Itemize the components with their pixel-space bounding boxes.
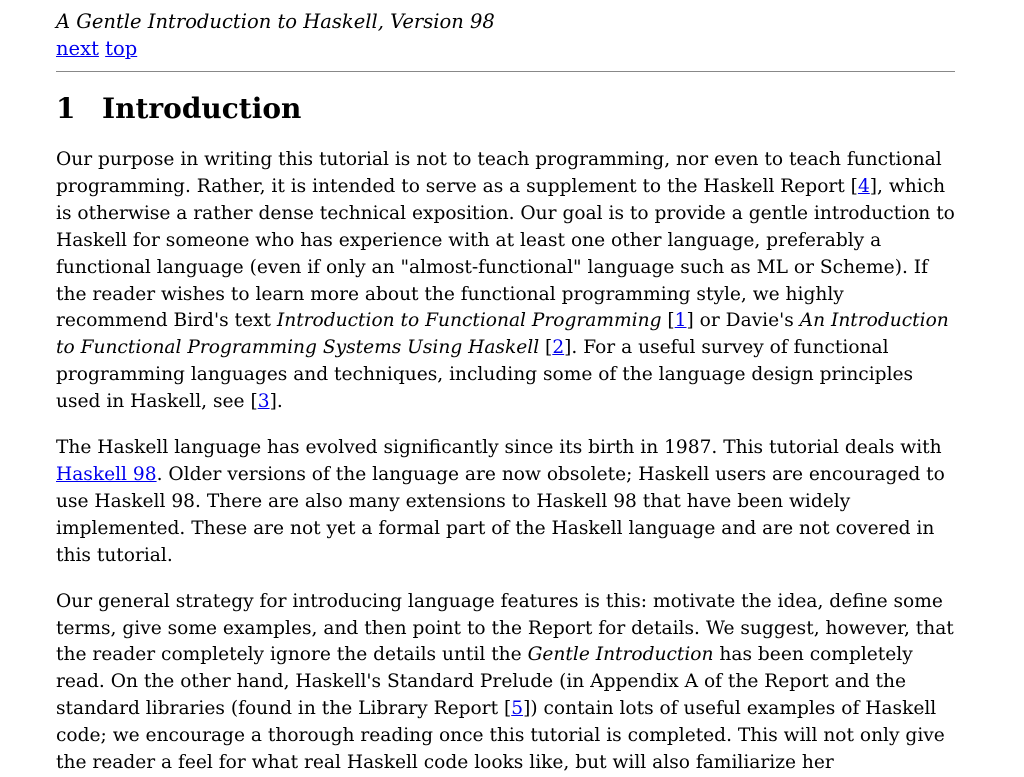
next-link[interactable]: next <box>56 37 99 60</box>
book-title-bird: Introduction to Functional Programming <box>276 310 662 332</box>
section-title: Introduction <box>102 92 302 125</box>
paragraph-2: The Haskell language has evolved significantly since its birth in 1987. This tutorial deals with Haskell 98. Older versions of the language are now obsolete; Haskell users are encouraged to use Haskell 98. There are also many extensions to Haskell 98 that have been widely implemented. These are not yet a formal part of the Haskell language and are not covered in this tutorial. <box>56 437 945 566</box>
book-title-davie: An Introduction to Functional Programming Systems Using Haskell <box>56 310 949 359</box>
haskell-98-link[interactable]: Haskell 98 <box>56 463 157 485</box>
header-divider <box>56 71 955 72</box>
document-title: A Gentle Introduction to Haskell, Version 98 <box>56 10 495 33</box>
paragraph-3: Our general strategy for introducing language features is this: motivate the idea, define some terms, give some examples, and then point to the Report for details. We suggest, however, that the reader completely ignore the details until the Gentle Introduction has been completely read. On the other hand, Haskell's Standard Prelude (in Appendix A of the Report and the standard libraries (found in the Library Report [5]) contain lots of useful examples of Haskell code; we encourage a thorough reading once this tutorial is completed. This will not only give the reader a feel for what real Haskell code looks like, but will also familiarize her <box>56 590 954 774</box>
ref-5-link[interactable]: 5 <box>511 698 524 720</box>
ref-4-link[interactable]: 4 <box>857 175 870 197</box>
section-heading <box>56 92 956 126</box>
nav-bar <box>56 35 956 62</box>
document-page <box>56 8 956 777</box>
ref-2-link[interactable]: 2 <box>552 337 565 359</box>
section-number: 1 <box>56 92 76 125</box>
ref-3-link[interactable]: 3 <box>257 391 270 413</box>
top-link[interactable]: top <box>105 37 138 60</box>
gentle-introduction-emphasis: Gentle Introduction <box>527 644 714 666</box>
paragraph-1: Our purpose in writing this tutorial is not to teach programming, nor even to teach functional programming. Rather, it is intended to serve as a supplement to the Haskell Report [4], which is otherwise a rather dense technical exposition. Our goal is to provide a gentle introduction to Haskell for someone who has experience with at least one other language, preferably a functional language (even if only an "almost-functional" language such as ML or Scheme). If the reader wishes to learn more about the functional programming style, we highly recommend Bird's text Introduction to Functional Programming [1] or Davie's An Introduction to Functional Programming Systems Using Haskell [2]. For a useful survey of functional programming languages and techniques, including some of the language design principles used in Haskell, see [3]. <box>56 149 955 413</box>
ref-1-link[interactable]: 1 <box>674 310 687 332</box>
